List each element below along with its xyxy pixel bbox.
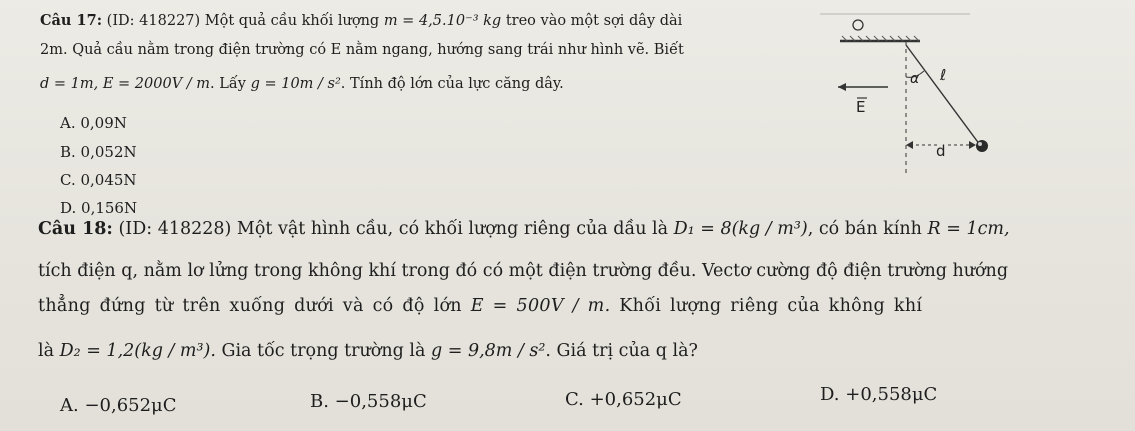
q18-text-4a: là (38, 341, 60, 361)
q18-text-3a: thẳng đứng từ trên xuống dưới và có độ lớn (38, 296, 471, 316)
q18-radius: R = 1cm, (927, 219, 1010, 239)
q18-line-4 (38, 341, 698, 361)
q18-gravity: g = 9,8m / s² (430, 341, 546, 361)
q17-text-1-end: treo vào một sợi dây dài (501, 13, 683, 29)
q17-text-3-end: . Tính độ lớn của lực căng dây. (340, 76, 564, 92)
q18-line-3 (38, 296, 922, 316)
q18-option-b[interactable]: B. −0,558μC (310, 391, 427, 412)
pendulum-figure (820, 5, 1120, 175)
field-label: E (856, 98, 866, 116)
q17-gravity: g = 10m / s² (250, 76, 341, 92)
q17-params: d = 1m, E = 2000V / m (40, 76, 211, 92)
field-arrow-head-icon (838, 83, 846, 91)
q18-text-3b: Khối lượng riêng của không khí (610, 296, 923, 316)
q18-field: E = 500V / m. (470, 296, 611, 316)
q18-text-1-mid: , có bán kính (807, 219, 928, 239)
pivot-circle-icon (853, 20, 863, 30)
q18-d1: D₁ = 8(kg / m³) (673, 219, 808, 239)
q17-text-1: (ID: 418227) Một quả cầu khối lượng (106, 13, 384, 29)
q17-line-3 (40, 76, 564, 92)
q18-line-2: tích điện q, nằm lơ lửng trong không khí trong đó có một điện trường đều. Vectơ cường độ điện trường hướng (38, 261, 1009, 281)
q17-option-d[interactable]: D. 0,156N (60, 199, 138, 217)
q17-option-c[interactable]: C. 0,045N (60, 171, 137, 189)
pendulum-diagram (820, 5, 1120, 175)
q17-text-3-mid: . Lấy (210, 76, 251, 92)
distance-label: d (936, 142, 946, 160)
q17-mass: m = 4,5.10⁻³ kg (383, 13, 502, 29)
ball-icon (976, 140, 988, 152)
q17-label: Câu 17: (40, 12, 103, 29)
q18-text-1: (ID: 418228) Một vật hình cầu, có khối lượng riêng của dầu là (118, 219, 674, 239)
q18-label: Câu 18: (38, 219, 113, 239)
q18-option-c[interactable]: C. +0,652μC (565, 389, 682, 410)
q18-d2: D₂ = 1,2(kg / m³). (59, 341, 216, 361)
pendulum-string (906, 45, 980, 145)
ball-highlight (978, 142, 982, 146)
q17-option-a[interactable]: A. 0,09N (60, 114, 127, 132)
distance-arrow-left-icon (906, 141, 913, 149)
angle-label: α (910, 71, 920, 87)
q18-option-a[interactable]: A. −0,652μC (60, 395, 177, 416)
q18-text-4b: Gia tốc trọng trường là (215, 341, 431, 361)
string-length-label: ℓ (940, 66, 947, 84)
q17-option-b[interactable]: B. 0,052N (60, 143, 137, 161)
q18-option-d[interactable]: D. +0,558μC (820, 384, 938, 405)
q17-line-1 (40, 12, 682, 29)
q18-line-1 (38, 219, 1010, 239)
q18-text-4c: . Giá trị của q là? (545, 341, 698, 361)
q17-line-2: 2m. Quả cầu nằm trong điện trường có E nằm ngang, hướng sang trái như hình vẽ. Biết (40, 42, 684, 58)
distance-arrow-right-icon (969, 141, 976, 149)
